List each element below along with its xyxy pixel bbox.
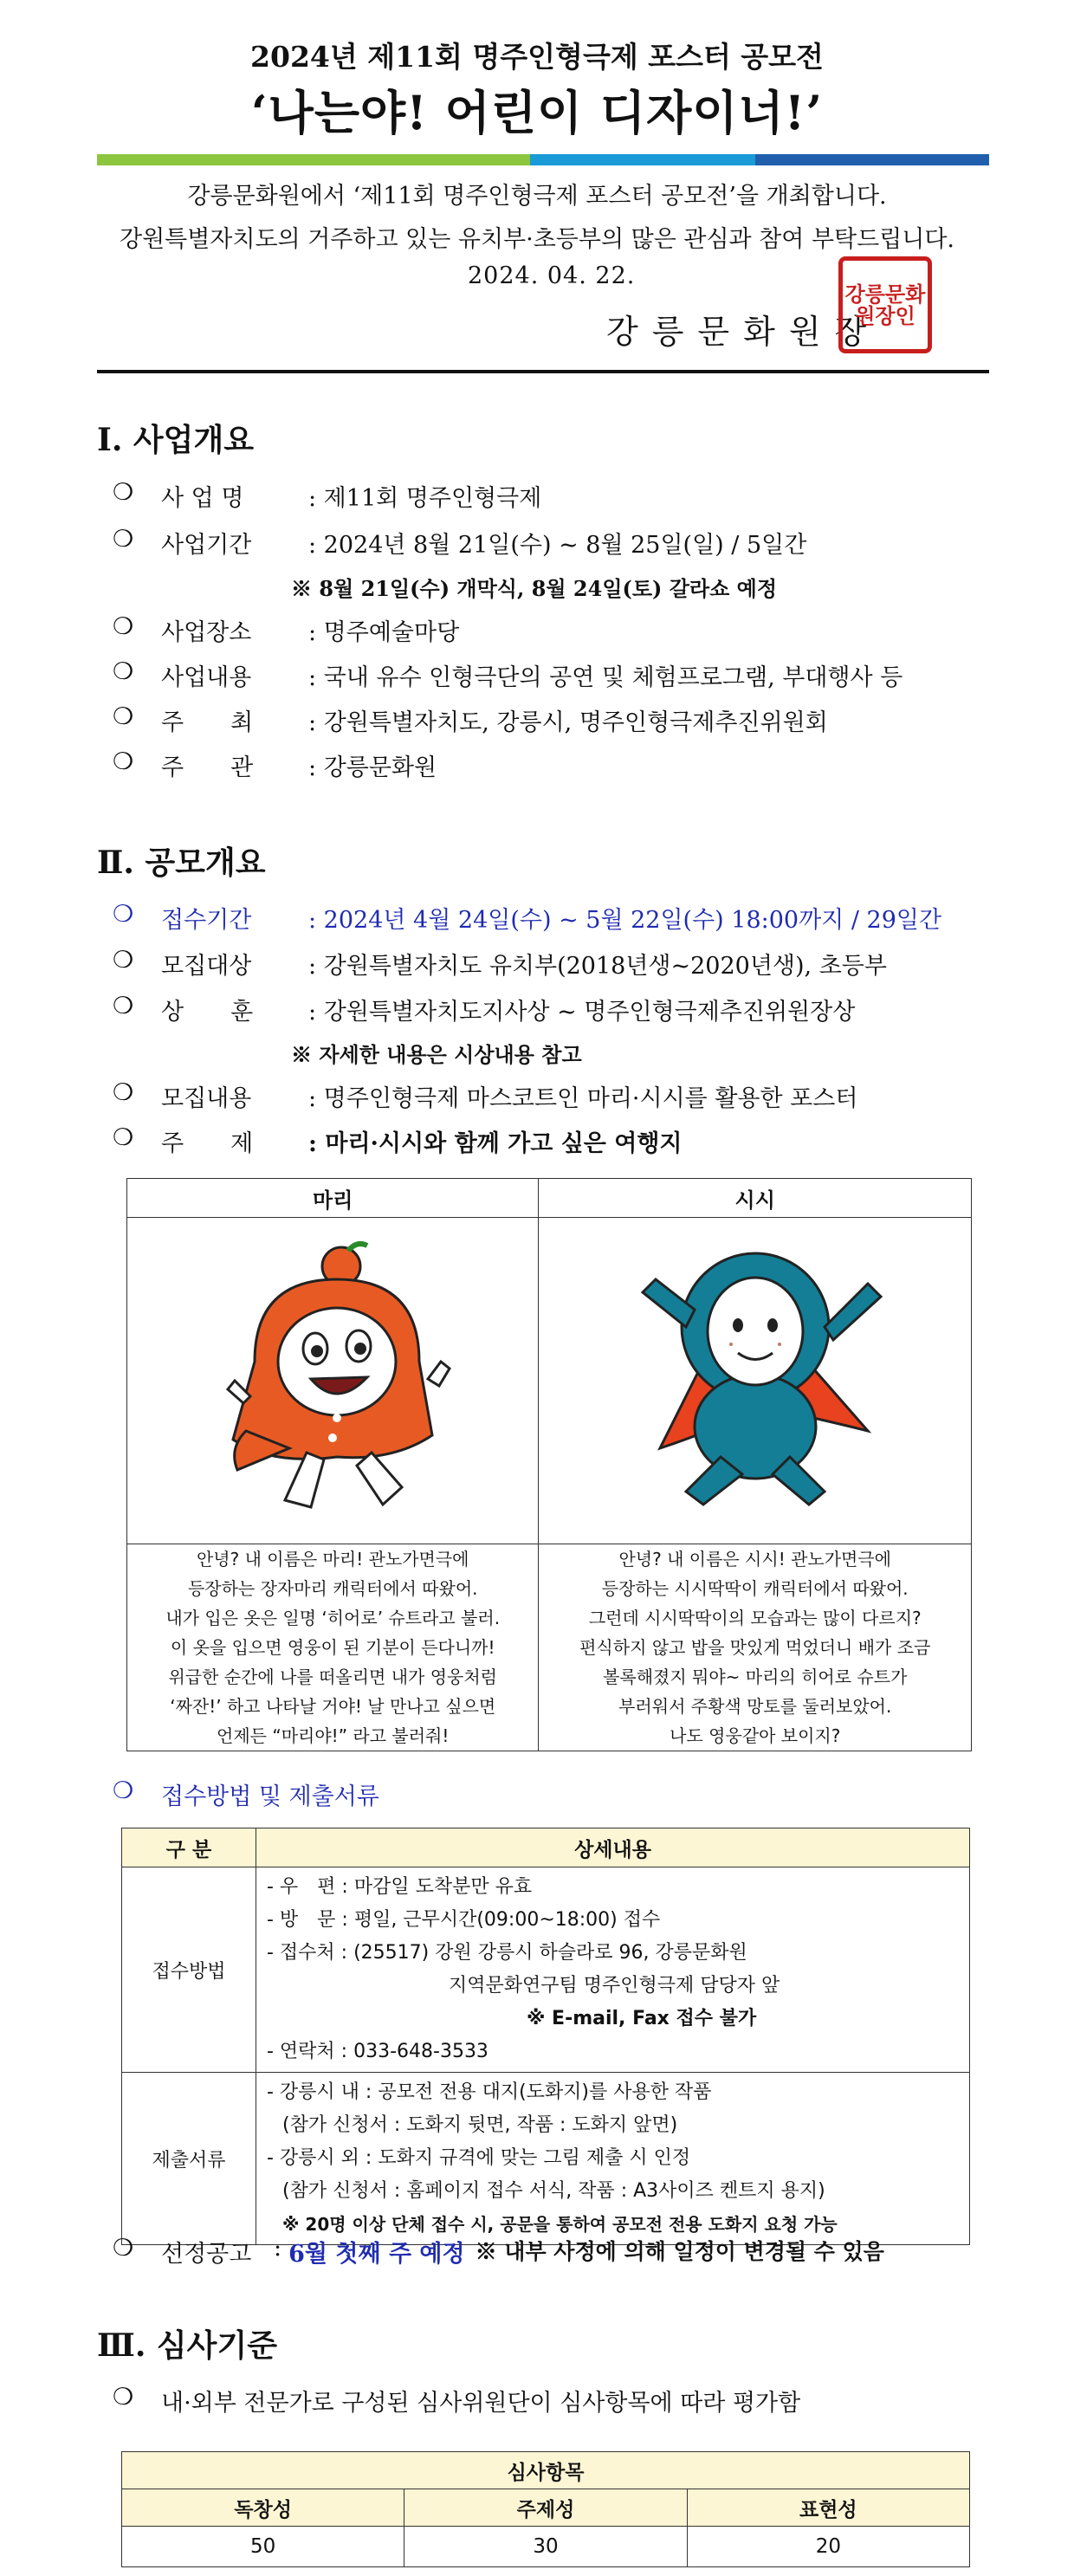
docs-detail — [256, 2073, 970, 2245]
section2-row-target — [113, 947, 887, 981]
detail-line: (참가 신청서 : 홈페이지 접수 서식, 작품 : A3사이즈 켄트지 용지) — [282, 2180, 825, 2202]
detail-line: - 강릉시 내 : 공모전 전용 대지(도화지)를 사용한 작품 — [267, 2081, 712, 2103]
row-value: : 강원특별자치도, 강릉시, 명주인형극제추진위원회 — [308, 709, 828, 736]
detail-line: ※ E-mail, Fax 접수 불가 — [527, 2008, 757, 2029]
bullet-icon: ❍ — [113, 658, 134, 685]
signer-name: 강릉문화원장 — [606, 313, 881, 351]
submission-title: 접수방법 및 제출서류 — [161, 1783, 379, 1810]
bullet-icon: ❍ — [113, 703, 134, 730]
row-value: : 2024년 4월 24일(수) ~ 5월 22일(수) 18:00까지 / 29일간 — [308, 907, 942, 934]
submission-heading — [113, 1777, 379, 1811]
section1-row-content — [113, 658, 903, 692]
official-seal-stamp: 강릉문화 원장인 — [838, 256, 932, 353]
detail-line: 지역문화연구팀 명주인형극제 담당자 앞 — [449, 1975, 780, 1997]
sisi-description — [539, 1544, 972, 1751]
method-label: 접수방법 — [122, 1867, 256, 2073]
detail-line: - 방 문 : 평일, 근무시간(09:00~18:00) 접수 — [267, 1909, 661, 1931]
section1-row-name — [113, 479, 541, 513]
row-label: 주 제 — [161, 1130, 254, 1157]
section1-row-host — [113, 703, 828, 737]
mari-header: 마리 — [127, 1179, 539, 1218]
criteria-name: 표현성 — [687, 2489, 969, 2527]
poster-title: ‘나는야! 어린이 디자이너!’ — [250, 85, 824, 140]
sisi-desc-line: 나도 영웅같아 보이지? — [670, 1725, 841, 1746]
mari-description — [127, 1544, 539, 1751]
sisi-desc-line: 그런데 시시딱딱이의 모습과는 많이 다르지? — [588, 1608, 922, 1628]
intro-line-1: 강릉문화원에서 ‘제11회 명주인형극제 포스터 공모전’을 개최합니다. — [187, 183, 887, 210]
sisi-desc-line: 볼록해졌지 뭐야~ 마리의 히어로 슈트가 — [603, 1667, 908, 1687]
bullet-icon: ❍ — [113, 1124, 134, 1151]
criteria-score: 30 — [404, 2527, 687, 2567]
row-value: : 2024년 8월 21일(수) ~ 8월 25일(일) / 5일간 — [308, 532, 807, 559]
submission-table — [121, 1828, 970, 2245]
mari-mascot-icon — [185, 1232, 480, 1526]
bullet-icon: ❍ — [113, 526, 134, 553]
col-header-category: 구 분 — [122, 1828, 256, 1867]
mari-desc-line: ‘짜잔!’ 하고 나타날 거야! 날 만나고 싶으면 — [170, 1696, 496, 1717]
section1-row-venue — [113, 613, 459, 647]
row-value: : 강원특별자치도지사상 ~ 명주인형극제추진위원장상 — [308, 999, 856, 1026]
character-table — [126, 1178, 972, 1751]
color-bar — [97, 154, 989, 165]
bullet-icon: ❍ — [113, 479, 134, 506]
criteria-score: 20 — [687, 2527, 969, 2567]
bullet-icon: ❍ — [113, 1777, 134, 1804]
criteria-desc-row — [113, 2384, 800, 2417]
mari-desc-line: 언제든 “마리야!” 라고 불러줘! — [217, 1725, 450, 1746]
bullet-icon: ❍ — [113, 2384, 134, 2411]
section2-row-period — [113, 901, 941, 935]
period-note: ※ 8월 21일(수) 개막식, 8월 24일(토) 갈라쇼 예정 — [291, 576, 778, 601]
row-label: 사업장소 — [161, 619, 252, 646]
row-label: 상 훈 — [161, 999, 254, 1026]
row-label: 주 관 — [161, 754, 254, 781]
detail-line: ※ 20명 이상 단체 접수 시, 공문을 통하여 공모전 전용 도화지 요청 가능 — [282, 2214, 838, 2235]
sisi-header: 시시 — [539, 1179, 972, 1218]
row-label: 선정공고 — [161, 2241, 252, 2268]
criteria-score: 50 — [122, 2527, 404, 2567]
mari-desc-line: 이 옷을 입으면 영웅이 된 기분이 든다니까! — [170, 1637, 495, 1658]
header-divider — [97, 370, 989, 373]
mari-image-cell — [127, 1218, 539, 1544]
detail-line: - 연락처 : 033-648-3533 — [267, 2041, 488, 2062]
criteria-table — [121, 2451, 970, 2567]
criteria-table-header: 심사항목 — [122, 2452, 970, 2489]
bullet-icon: ❍ — [113, 2235, 134, 2262]
announcement-date: 2024. 04. 22. — [468, 262, 636, 289]
section2-row-content — [113, 1079, 857, 1113]
row-value: : 제11회 명주인형극제 — [308, 485, 542, 512]
row-label: 모집내용 — [161, 1085, 252, 1112]
section-3-title: Ⅲ. 심사기준 — [97, 2327, 278, 2364]
row-value: : 명주인형극제 마스코트인 마리·시시를 활용한 포스터 — [308, 1085, 858, 1112]
detail-line: - 접수처 : (25517) 강원 강릉시 하슬라로 96, 강릉문화원 — [267, 1942, 747, 1964]
table-row — [122, 1867, 970, 2073]
row-value: : 국내 유수 인형극단의 공연 및 체험프로그램, 부대행사 등 — [308, 664, 903, 691]
detail-line: (참가 신청서 : 도화지 뒷면, 작품 : 도화지 앞면) — [282, 2114, 678, 2136]
sisi-mascot-icon — [608, 1232, 903, 1526]
row-label: 모집대상 — [161, 953, 252, 980]
detail-line: - 우 편 : 마감일 도착분만 유효 — [267, 1876, 533, 1898]
sisi-desc-line: 부러워서 주황색 망토를 둘러보았어. — [618, 1696, 892, 1717]
mari-desc-line: 내가 입은 옷은 일명 ‘히어로’ 슈트라고 불러. — [165, 1608, 501, 1628]
sisi-desc-line: 등장하는 시시딱딱이 캐릭터에서 따왔어. — [601, 1578, 909, 1599]
section-1-title: Ⅰ. 사업개요 — [97, 422, 255, 458]
sisi-desc-line: 안녕? 내 이름은 시시! 관노가면극에 — [618, 1549, 891, 1570]
method-detail — [256, 1867, 970, 2073]
mari-desc-line: 위급한 순간에 나를 떠올리면 내가 영웅처럼 — [168, 1667, 497, 1687]
section-2-title: Ⅱ. 공모개요 — [97, 845, 266, 881]
intro-line-2: 강원특별자치도의 거주하고 있는 유치부·초등부의 많은 관심과 참여 부탁드립니다. — [119, 226, 955, 253]
color-bar-darkblue — [755, 154, 989, 165]
section1-row-period — [113, 526, 806, 560]
row-value: : 강원특별자치도 유치부(2018년생~2020년생), 초등부 — [308, 953, 887, 980]
color-bar-green — [97, 154, 530, 165]
sisi-image-cell — [539, 1218, 972, 1544]
row-value: : 마리·시시와 함께 가고 싶은 여행지 — [308, 1130, 683, 1157]
row-label: 사업기간 — [161, 532, 252, 559]
mari-desc-line: 안녕? 내 이름은 마리! 관노가면극에 — [196, 1549, 469, 1570]
bullet-icon: ❍ — [113, 1079, 134, 1106]
bullet-icon: ❍ — [113, 993, 134, 1019]
row-value: : 명주예술마당 — [308, 619, 460, 646]
col-header-detail: 상세내용 — [256, 1828, 970, 1867]
row-value: : 강릉문화원 — [308, 754, 437, 781]
separator: : — [274, 2235, 282, 2262]
row-label: 사 업 명 — [161, 485, 244, 512]
announcement-row — [113, 2235, 884, 2269]
criteria-name: 주제성 — [404, 2489, 687, 2527]
section2-row-award — [113, 993, 855, 1026]
award-note: ※ 자세한 내용은 시상내용 참고 — [291, 1042, 582, 1067]
bullet-icon: ❍ — [113, 748, 134, 775]
mari-desc-line: 등장하는 장자마리 캐릭터에서 따왔어. — [187, 1578, 478, 1599]
announcement-value: 6월 첫째 주 예정 — [288, 2241, 465, 2268]
announcement-note: ※ 내부 사정에 의해 일정이 변경될 수 있음 — [475, 2239, 884, 2264]
bullet-icon: ❍ — [113, 947, 134, 974]
detail-line: - 강릉시 외 : 도화지 규격에 맞는 그림 제출 시 인정 — [267, 2147, 691, 2169]
criteria-name: 독창성 — [122, 2489, 404, 2527]
color-bar-lightblue — [530, 154, 755, 165]
bullet-icon: ❍ — [113, 613, 134, 640]
sisi-desc-line: 편식하지 않고 밥을 맛있게 먹었더니 배가 조금 — [579, 1637, 931, 1658]
docs-label: 제출서류 — [122, 2073, 256, 2245]
row-label: 사업내용 — [161, 664, 252, 691]
criteria-desc: 내·외부 전문가로 구성된 심사위원단이 심사항목에 따라 평가함 — [161, 2390, 801, 2417]
row-label: 주 최 — [161, 709, 254, 736]
section1-row-organizer — [113, 748, 437, 782]
section2-row-theme — [113, 1124, 683, 1158]
table-row — [122, 2073, 970, 2245]
row-label: 접수기간 — [161, 907, 252, 934]
bullet-icon: ❍ — [113, 901, 134, 928]
poster-subtitle: 2024년 제11회 명주인형극제 포스터 공모전 — [250, 40, 824, 74]
